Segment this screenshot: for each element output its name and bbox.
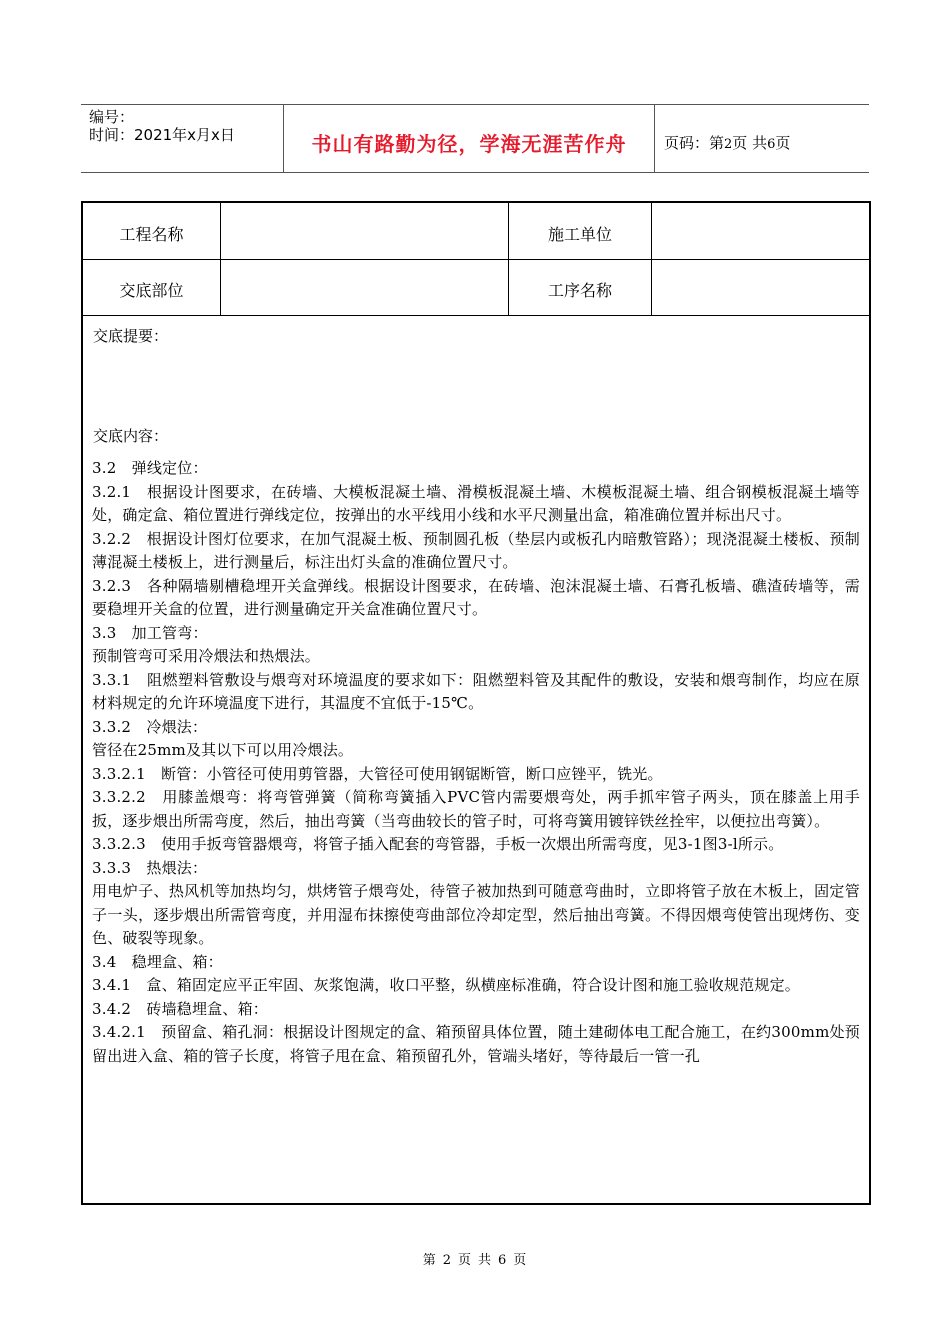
page-suffix: 页 bbox=[775, 134, 791, 152]
paragraph: 3.4.2 砖墙稳埋盒、箱： bbox=[92, 999, 268, 1018]
paragraph: 管径在25mm及其以下可以用冷煨法。 bbox=[92, 741, 354, 759]
page-footer bbox=[0, 1249, 950, 1268]
paragraph: 3.3 加工管弯： bbox=[92, 623, 208, 642]
paragraph: 3.2.3 各种隔墙剔槽稳埋开关盒弹线。根据设计图要求，在砖墙、泡沫混凝土墙、石膏孔板墙、礁渣砖墙等，需要稳埋开关盒的位置，进行测量确定开关盒准确位置尺寸。 bbox=[92, 576, 860, 618]
footer-mid2: 共 bbox=[478, 1253, 493, 1268]
footer-total-pages: 6 bbox=[498, 1253, 508, 1268]
paragraph: 3.4.2.1 预留盒、箱孔洞：根据设计图规定的盒、箱预留具体位置，随土建砌体电工配合施工，在约300mm处预留出进入盒、箱的管子长度，将管子甩在盒、箱预留孔外，管端头堵好，等待最后一管一孔 bbox=[92, 1023, 860, 1065]
footer-mid1: 页 bbox=[457, 1253, 472, 1268]
summary-label: 交底提要： bbox=[93, 327, 169, 345]
process-label: 工序名称 bbox=[547, 281, 612, 300]
header-motto-cell bbox=[283, 105, 655, 172]
footer-current-page: 2 bbox=[442, 1253, 452, 1268]
project-name-label: 工程名称 bbox=[119, 225, 184, 244]
paragraph: 3.3.1 阻燃塑料管敷设与煨弯对环境温度的要求如下：阻燃塑料管及其配件的敷设，安装和煨弯制作，均应在原材料规定的允许环境温度下进行，其温度不宜低于-15℃。 bbox=[92, 670, 860, 712]
paragraph: 3.2 弹线定位： bbox=[92, 459, 208, 477]
paragraph: 3.3.2.2 用膝盖煨弯：将弯管弹簧（简称弯簧插入PVC管内需要煨弯处，两手抓牢管子两头，顶在膝盖上用手扳，逐步煨出所需弯度，然后，抽出弯簧（当弯曲较长的管子时，可将弯簧用镀锌铁丝拴牢，以便拉出弯簧）。 bbox=[92, 788, 860, 830]
location-field[interactable] bbox=[221, 260, 508, 315]
project-name-field[interactable] bbox=[221, 203, 508, 259]
briefing-content bbox=[92, 457, 860, 1068]
paragraph: 3.4 稳埋盒、箱： bbox=[92, 952, 223, 971]
page-mid: 页 共 bbox=[732, 134, 768, 152]
motto-text: 书山有路勤为径，学海无涯苦作舟 bbox=[311, 132, 627, 156]
document-header bbox=[81, 104, 869, 173]
paragraph: 用电炉子、热风机等加热均匀，烘烤管子煨弯处，待管子被加热到可随意弯曲时，立即将管子放在木板上，固定管子一头，逐步煨出所需管弯度，并用湿布抹擦使弯曲部位冷却定型，然后抽出弯簧。不得因煨弯使管出现烤伤、变色、破裂等现象。 bbox=[92, 882, 860, 947]
footer-suffix: 页 bbox=[513, 1253, 528, 1268]
process-field[interactable] bbox=[652, 260, 869, 315]
paragraph: 3.3.2.3 使用手扳弯管器煨弯，将管子插入配套的弯管器，手板一次煨出所需弯度，见3-1图3-l所示。 bbox=[92, 835, 784, 853]
paragraph: 3.3.2.1 断管：小管径可使用剪管器，大管径可使用钢锯断管，断口应锉平，铣光。 bbox=[92, 764, 663, 783]
content-label: 交底内容： bbox=[93, 427, 169, 445]
briefing-table bbox=[81, 201, 871, 1205]
paragraph: 预制管弯可采用冷煨法和热煨法。 bbox=[92, 647, 321, 665]
page-indicator bbox=[664, 132, 790, 153]
document-time: 时间：2021年x月x日 bbox=[89, 126, 235, 144]
paragraph: 3.2.1 根据设计图要求，在砖墙、大模板混凝土墙、滑模板混凝土墙、木模板混凝土墙、组合钢模板混凝土墙等处，确定盒、箱位置进行弹线定位，按弹出的水平线用小线和水平尺测量出盒，箱准确位置并标出尺寸。 bbox=[92, 482, 860, 524]
page-total: 6 bbox=[767, 137, 776, 152]
page-prefix: 页码：第 bbox=[664, 134, 725, 152]
contractor-label: 施工单位 bbox=[547, 225, 612, 244]
location-label: 交底部位 bbox=[119, 281, 184, 300]
row-divider bbox=[83, 315, 869, 316]
paragraph: 3.2.2 根据设计图灯位要求，在加气混凝土板、预制圆孔板（垫层内或板孔内暗敷管路）；现浇混凝土楼板、预制薄混凝土楼板上，进行测量后，标注出灯头盒的准确位置尺寸。 bbox=[92, 529, 860, 571]
header-page-cell bbox=[654, 105, 869, 172]
footer-prefix: 第 bbox=[422, 1253, 437, 1268]
paragraph: 3.3.2 冷煨法： bbox=[92, 717, 208, 736]
paragraph: 3.3.3 热煨法： bbox=[92, 858, 208, 877]
page-current: 2 bbox=[724, 137, 733, 152]
contractor-field[interactable] bbox=[652, 203, 869, 259]
document-number-label: 编号： bbox=[89, 108, 135, 126]
paragraph: 3.4.1 盒、箱固定应平正牢固、灰浆饱满，收口平整，纵横座标准确，符合设计图和施工验收规范规定。 bbox=[92, 976, 800, 994]
header-meta-cell bbox=[81, 105, 283, 172]
